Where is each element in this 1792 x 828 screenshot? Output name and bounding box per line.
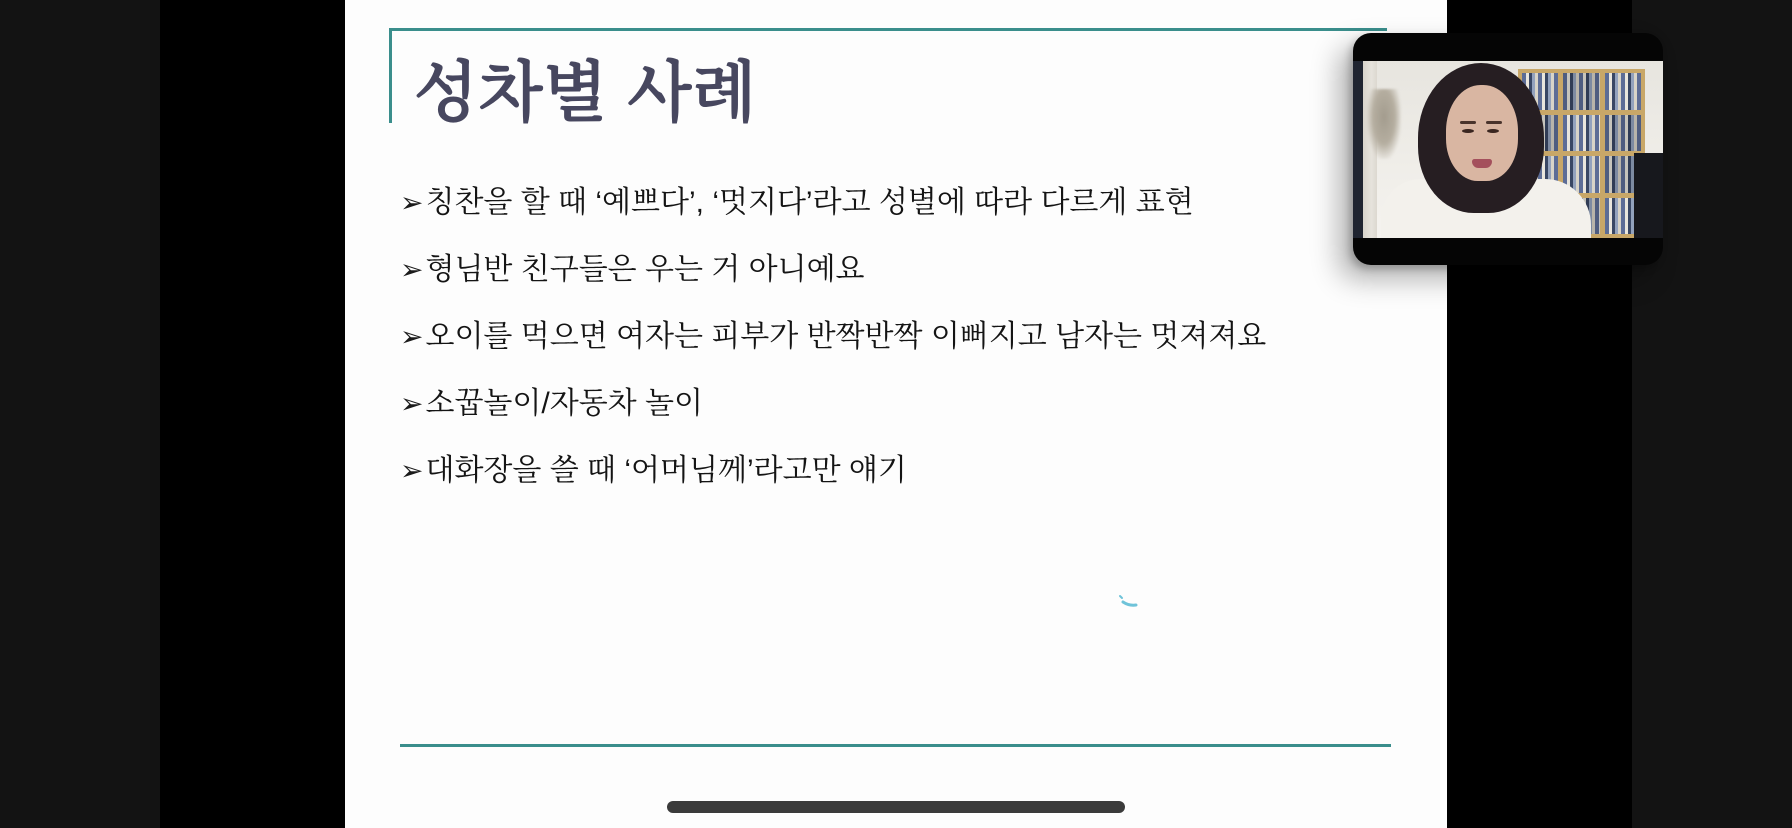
bullet-arrow-icon: ➢ [400,388,424,419]
pen-mark-icon [1117,594,1139,608]
bookshelf-cell [1563,115,1599,152]
bullet-text: 오이를 먹으면 여자는 피부가 반짝반짝 이뻐지고 남자는 멋져져요 [425,320,1267,353]
background-door-shadow [1353,61,1363,238]
bullet-item [400,454,1400,487]
speaker-face [1446,85,1518,181]
slide-title: 성차별 사례 [414,55,758,129]
slide-footer-line [400,744,1391,747]
speaker-video-thumbnail[interactable] [1353,33,1663,265]
bullet-item [400,186,1400,219]
bullet-text: 형님반 친구들은 우는 거 아니예요 [425,253,865,286]
bullet-text: 소꿉놀이/자동차 놀이 [425,387,703,420]
bullet-list [400,186,1400,521]
speaker-mouth [1472,159,1492,168]
bullet-arrow-icon: ➢ [400,254,424,285]
bullet-item [400,387,1400,420]
slide-title-box [389,28,1387,129]
background-hanging-plant [1367,89,1401,159]
bookshelf-cell [1605,73,1641,110]
webcam-video-frame [1353,61,1663,238]
speaker-eyebrow [1460,121,1476,124]
video-progress-scrubber[interactable] [667,801,1125,813]
speaker-eyebrow [1486,121,1502,124]
bookshelf-cell [1605,115,1641,152]
bullet-item [400,320,1400,353]
presentation-slide [345,0,1447,828]
speaker-eye [1487,129,1499,133]
bullet-arrow-icon: ➢ [400,455,424,486]
bullet-item [400,253,1400,286]
speaker-eye [1462,129,1474,133]
bullet-text: 대화장을 쓸 때 ‘어머님께’라고만 얘기 [425,454,907,487]
bullet-arrow-icon: ➢ [400,321,424,352]
app-background-left [0,0,160,828]
bookshelf-cell [1563,73,1599,110]
background-monitor [1634,153,1663,238]
bullet-arrow-icon: ➢ [400,187,424,218]
video-letterbox-left [160,0,345,828]
bullet-text: 칭찬을 할 때 ‘예쁘다’, ‘멋지다’라고 성별에 따라 다르게 표현 [425,186,1194,219]
